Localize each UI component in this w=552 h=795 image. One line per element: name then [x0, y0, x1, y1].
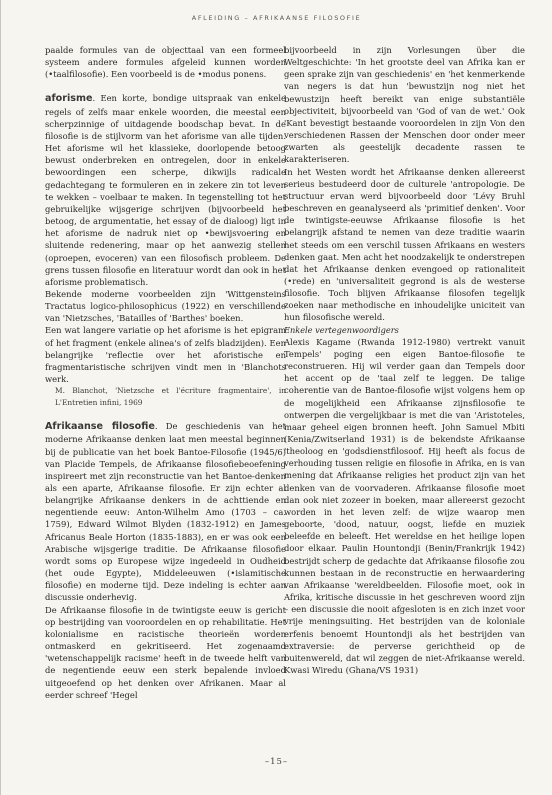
aforisme-paragraph-2: Bekende moderne voorbeelden zijn 'Wittgensteins Tractatus logico-philosophicus (1922) en verschillende van 'Nietzsches, 'Batailles of 'Barthes' boeken. — [45, 288, 286, 324]
entry-afrikaanse-filosofie — [45, 420, 286, 603]
afrikaanse-filosofie-body: . De geschiedenis van het moderne Afrikaanse denken laat men meestal beginnen bij de publicatie van het boek Bantoe-Filosofie (1945/6) van Placide Tempels, de Afrikaanse filosofiebeoefening inspireert met zijn reconstructie van het Bantoe-denken als een aparte, Afrikaanse filosofie. Er zijn echter al belangrijke Afrikaanse denkers in de achttiende en negentiende eeuw: Anton-Wilhelm Amo (1703 – ca. 1759), Edward Wilmot Blyden (1832-1912) en James Africanus Beale Horton (1835-1883), en er was ook een Arabische wijsgerige traditie. De Afrikaanse filosofie wordt soms op Europese wijze ingedeeld in Oudheid (het oude Egypte), Middeleeuwen (•islamitische filosofie) en moderne tijd. Deze indeling is echter aan discussie onderhevig. — [45, 421, 286, 603]
intro-paragraph: paalde formules van de objecttaal van een formeel systeem andere formules afgeleid kunnen worden (•taalfilosofie). Een voorbeeld is de •modus ponens. — [45, 45, 286, 80]
left-column — [45, 44, 286, 701]
entry-term-aforisme: aforisme — [45, 93, 93, 105]
right-column — [284, 44, 525, 676]
right-paragraph-3: Alexis Kagame (Rwanda 1912-1980) vertrekt vanuit Tempels' poging een eigen Bantoe-filosofie te reconstrueren. Hij wil verder gaan dan Tempels door het accent op de 'taal zelf te leggen. De talige coherentie van de Bantoe-filosofie wijst volgens hem op de mogelijkheid een Afrikaanse zijnsfilosofie te ontwerpen die vergelijkbaar is met die van 'Aristoteles, maar geheel eigen bronnen heeft. John Samuel Mbiti (Kenia/Zwitserland 1931) is de bekendste Afrikaanse 'theoloog en 'godsdienstfilosoof. Hij heeft als focus de verhouding tussen religie en filosofie in Afrika, en is van mening dat Afrikaanse religies het product zijn van het denken van de voorvaderen. Afrikaanse filosofie moet dan ook niet zozeer in boeken, maar allereerst gezocht worden in het leven zelf: de wijze waarop men geboorte, 'dood, natuur, oogst, liefde en muziek beleefde en beleeft. Het wereldse en het heilige lopen door elkaar. Paulin Hountondji (Benin/Frankrijk 1942) bestrijdt scherp de gedachte dat Afrikaanse filosofie zou kunnen bestaan in de reconstructie en herwaardering van Afrikaanse 'wereldbeelden. Filosofie moet, ook in Afrika, kritische discussie in het geschreven woord zijn – een discussie die nooit afgesloten is en zich inzet voor vrije meningsuiting. Het bestrijden van de koloniale erfenis benoemt Hountondji als het bestrijden van extraversie: de perverse gerichtheid op de buitenwereld, dat wil zeggen de niet-Afrikaanse wereld. Kwasi Wiredu (Ghana/VS 1931) — [284, 336, 525, 675]
right-paragraph-1: bijvoorbeeld in zijn Vorlesungen über die Weltgeschichte: 'In het grootste deel van Afrika kan er geen sprake zijn van geschiedenis' en 'het kenmerkende van negers is dat hun 'bewustzijn nog niet het bewustzijn heeft bereikt van enige substantiële objectiviteit, bijvoorbeeld van 'God of van de wet.' Ook 'Kant bevestigt bestaande vooroordelen in zijn Von den verschiedenen Rassen der Menschen door onder meer zwarten als geestelijk decadente rassen te karakteriseren. — [284, 45, 525, 165]
aforisme-paragraph-3: Een wat langere variatie op het aforisme is het epigram of het fragment (enkele alinea's of zelfs bladzijden). Een belangrijke 'reflectie over het aforistische en fragmentaristische schrijven vindt men in 'Blanchots werk. — [45, 325, 286, 385]
entry-aforisme — [45, 92, 286, 288]
afrikaanse-filosofie-paragraph-2: De Afrikaanse filosofie in de twintigste eeuw is gericht op bestrijding van vooroordelen en op rehabilitatie. Het kolonialisme en racistische theorieën worden ontmaskerd en gekritiseerd. Het zogenaamd 'wetenschappelijk racisme' heeft in de tweede helft van de negentiende eeuw een sterk bepalende invloed uitgeoefend op het denken over Afrikanen. Maar al eerder schreef 'Hegel — [45, 604, 286, 700]
right-paragraph-2: In het Westen wordt het Afrikaanse denken allereerst serieus bestudeerd door de culturele 'antropologie. De structuur ervan werd bijvoorbeeld door 'Lévy Bruhl beschreven en geanalyseerd als 'primitief denken'. Voor de twintigste-eeuwse Afrikaanse filosofie is het belangrijk afstand te nemen van deze traditie waarin het steeds om een verschil tussen Afrikaans en westers denken gaat. Men acht het noodzakelijk te onderstrepen dat het Afrikaanse denken evengoed op rationaliteit (•rede) en 'universaliteit gegrond is als de westerse filosofie. Toch blijven Afrikaanse filosofen tegelijk zoeken naar methodische en inhoudelijke uniciteit van hun filosofische wereld. — [284, 166, 525, 323]
running-head: AFLEIDING – AFRIKAANSE FILOSOFIE — [191, 14, 362, 22]
entry-term-afrikaanse-filosofie: Afrikaanse filosofie — [45, 421, 155, 433]
aforisme-body: . Een korte, bondige uitspraak van enkele regels of zelfs maar enkele woorden, die meestal een scherpzinnige of uitdagende boodschap bevat. In de filosofie is de stijlvorm van het aforisme van alle tijden. Het aforisme wil het klassieke, doorlopende betoog bewust onderbreken en ontregelen, door in enkele bewoordingen een scherpe, dikwijls radicale gedachtegang te formuleren en in zekere zin tot leven te wekken – voelbaar te maken. In tegenstelling tot het gebruikelijke wijsgerige schrijven (bijvoorbeeld het betoog, de argumentatie, het essay of de dialoog) ligt in het aforisme de nadruk niet op •bewijsvoering en sluitende redenering, maar op het aanwezig stellen (oproepen, evoceren) van een filosofisch probleem. De grens tussen filosofie en literatuur wordt dan ook in het aforisme problematisch. — [45, 93, 286, 287]
aforisme-reference: M. Blanchot, 'Nietzsche et l'écriture fragmentaire', in L'Entretien infini, 1969 — [55, 386, 286, 407]
page-number: –15– — [264, 757, 289, 767]
subheading-vertegenwoordigers: Enkele vertegenwoordigers — [284, 324, 399, 335]
